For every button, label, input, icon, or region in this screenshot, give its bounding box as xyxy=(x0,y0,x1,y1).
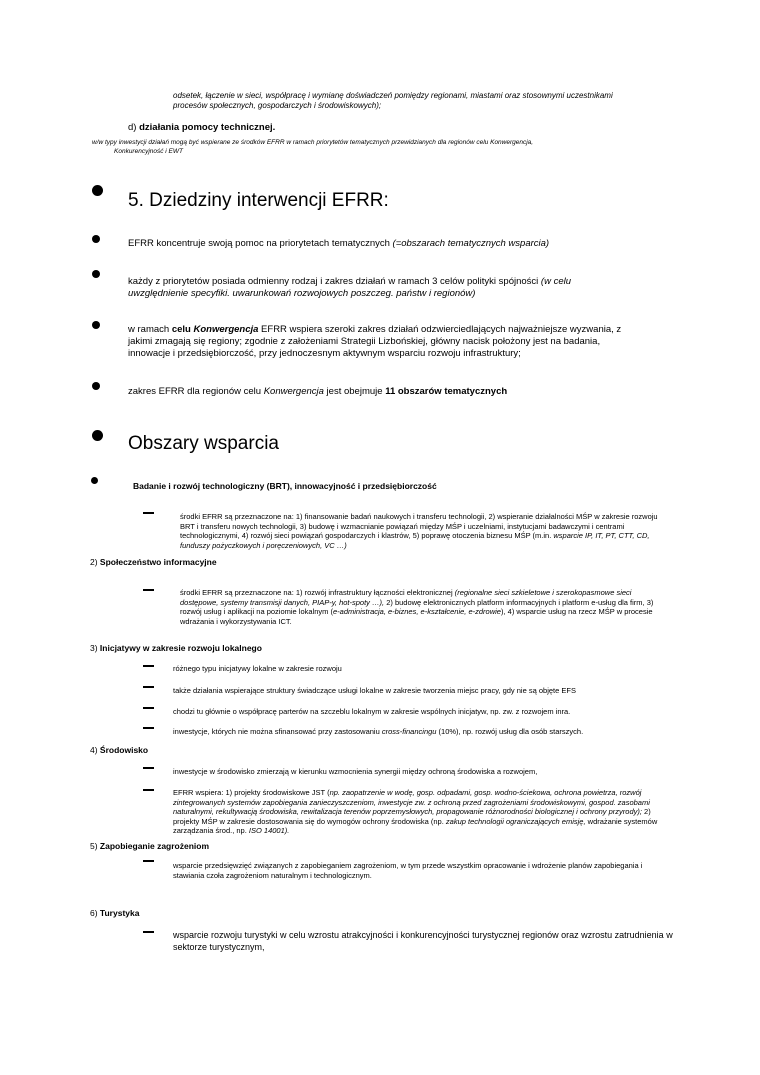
section5-heading: 5. Dziedziny interwencji EFRR: xyxy=(128,190,389,211)
area6-line-1: wsparcie rozwoju turystyki w celu wzrostu atrakcyjności i konkurencyjności turystycznej regionów oraz wzrostu zatrudnienia w xyxy=(173,930,673,940)
area4-title xyxy=(90,745,148,755)
area3-item-1: różnego typu inicjatywy lokalne w zakresie rozwoju xyxy=(173,664,342,673)
b4-pre: zakres EFRR dla regionów celu xyxy=(128,386,264,397)
b4-mid: jest obejmuje xyxy=(323,386,386,397)
b1-text: EFRR koncentruje swoją pomoc na priorytetach tematycznych xyxy=(128,238,393,249)
dash-icon xyxy=(143,686,154,688)
area3-item-4-pre: inwestycje, których nie można sfinansować przy zastosowaniu xyxy=(173,727,382,736)
bullet-icon xyxy=(92,185,103,196)
area2-title-text: Społeczeństwo informacyjne xyxy=(99,557,217,567)
area3-num: 3) xyxy=(90,643,100,653)
area4-line-1-italic: np. zaopatrzenie w wodę, gosp. odpadami, gosp. wodno-ściekowa, ochrona powietrza, rozwój xyxy=(329,788,642,797)
area3-title xyxy=(90,643,262,653)
area5-num: 5) xyxy=(90,841,100,851)
area5-line-2: stawiania czoła zagrożeniom naturalnym i technologicznym. xyxy=(173,870,372,880)
b3-post: EFRR wspiera szeroki zakres działań odzwierciedlających najważniejsze wyzwania, z xyxy=(258,324,622,335)
area6-title xyxy=(90,908,139,918)
obszary-heading: Obszary wsparcia xyxy=(128,433,279,454)
area3-item-4-italic: cross-financingu xyxy=(381,727,437,736)
area4-item-2 xyxy=(173,788,673,836)
area3-item-4 xyxy=(173,727,583,737)
dash-icon xyxy=(143,707,154,709)
area4-num: 4) xyxy=(90,745,100,755)
area5-line-1: wsparcie przedsięwzięć związanych z zapobieganiem zagrożeniom, w tym przede wszystkim opracowanie i wdrożenie planów zapobiegania i xyxy=(173,861,643,870)
area2-line-2: 2) budowę elektronicznych platform informacyjnych i platform e-usług dla firm, 3) xyxy=(384,597,654,607)
area6-title-text: Turystyka xyxy=(99,908,140,918)
bullet-icon xyxy=(92,321,100,329)
bullet-icon xyxy=(91,477,98,484)
bullet-icon xyxy=(92,382,100,390)
area2-line-3-post: ), 4) wsparcie usług na rzecz MŚP w procesie xyxy=(500,607,653,616)
b1-italic: (=obszarach tematycznych wsparcia) xyxy=(392,238,550,249)
bullet-icon xyxy=(92,270,100,278)
area2-line-1-italic: (regionalne sieci szkieletowe i szerokopasmowe sieci xyxy=(454,588,632,597)
continuation-text xyxy=(173,91,733,111)
area5-title xyxy=(90,841,209,851)
area4-line-4-italic: zakup technologii ograniczających emisję, xyxy=(445,816,586,826)
area6-num: 6) xyxy=(90,908,100,918)
area5-title-text: Zapobieganie zagrożeniom xyxy=(99,841,210,851)
dash-icon xyxy=(143,665,154,667)
area4-line-5: zarządzania środ., np. xyxy=(173,826,249,835)
note-line-2: Konkurencyjność i EWT xyxy=(114,147,183,155)
area3-item-4-post: (10%), np. rozwój usług dla osób starszych. xyxy=(436,727,584,736)
area1-line-2: BRT i transferu nowych technologii, 3) budowę i wzmacnianie powiązań między MŚP i uczelniami, instytucjami badawczymi i centrami xyxy=(180,521,625,531)
area1-text xyxy=(180,512,680,550)
area1-title: Badanie i rozwój technologiczny (BRT), innowacyjność i przedsiębiorczość xyxy=(133,481,437,491)
area2-line-1: środki EFRR są przeznaczone na: 1) rozwój infrastruktury łączności elektronicznej xyxy=(180,588,455,597)
area6-text xyxy=(173,930,693,953)
dash-icon xyxy=(143,860,154,862)
item-d-prefix: d) xyxy=(128,122,140,133)
area2-line-2-italic: dostępowe, systemy transmisji danych, PIAP-y, hot-spoty …), xyxy=(180,597,385,607)
area4-line-4-post: wdrażanie systemów xyxy=(585,816,658,826)
b2-italic-1: (w celu xyxy=(540,276,572,287)
b3-line-2: jakimi zmagają się regiony; zgodnie z założeniami Strategii Lizbońskiej, główny nacisk położony jest na badania, xyxy=(128,336,601,347)
dash-icon xyxy=(143,789,154,791)
b3-line-3: innowacje i przedsiębiorczość, przy jednoczesnym aktywnym wsparciu rozwoju infrastruktury; xyxy=(128,348,521,359)
dash-icon xyxy=(143,512,154,514)
area1-line-1: środki EFRR są przeznaczone na: 1) finansowanie badań naukowych i transferu technologii, 2) wspieranie działalności MŚP w zakresie rozwoju xyxy=(180,512,658,521)
section5-bullet-2 xyxy=(128,276,688,300)
section5-bullet-3 xyxy=(128,324,708,360)
area1-line-4: funduszy pożyczkowych i poręczeniowych, VC …) xyxy=(180,540,347,550)
b4-bold: 11 obszarów tematycznych xyxy=(385,386,508,397)
area2-line-3-italic: e-administracja, e-biznes, e-kształcenie, e-zdrowie xyxy=(332,607,501,616)
area5-text xyxy=(173,861,673,880)
bullet-icon xyxy=(92,235,100,243)
area2-line-4: wdrażania i wykorzystywania ICT. xyxy=(180,616,292,626)
continuation-line-2: procesów społecznych, gospodarczych i środowiskowych); xyxy=(173,101,382,110)
item-d xyxy=(128,122,275,134)
area4-line-3-post: 2) xyxy=(641,807,651,816)
area4-line-1: EFRR wspiera: 1) projekty środowiskowe JST ( xyxy=(173,788,330,797)
area1-line-3-italic: wsparcie IP, IT, PT, CTT, CD, xyxy=(553,531,650,540)
area2-num: 2) xyxy=(90,557,100,567)
area3-title-text: Inicjatywy w zakresie rozwoju lokalnego xyxy=(99,643,262,653)
note-text xyxy=(92,139,732,156)
area4-line-4: projekty MŚP w zakresie dostosowania się do wymogów ochrony środowiska (np. xyxy=(173,816,446,826)
continuation-line-1: odsetek, łączenie w sieci, współpracę i wymianę doświadczeń pomiędzy regionami, miastami oraz stosownymi uczestnikami xyxy=(173,91,613,100)
dash-icon xyxy=(143,727,154,729)
b4-italic: Konwergencja xyxy=(263,386,324,397)
section5-bullet-1 xyxy=(128,238,549,250)
b2-text: każdy z priorytetów posiada odmienny rodzaj i zakres działań w ramach 3 celów polityki spójności xyxy=(128,276,541,287)
area4-title-text: Środowisko xyxy=(99,745,149,755)
b3-pre: w ramach xyxy=(128,324,172,335)
area2-text xyxy=(180,588,680,626)
bullet-icon xyxy=(92,430,103,441)
b3-bold-italic: Konwergencja xyxy=(193,324,259,335)
dash-icon xyxy=(143,589,154,591)
area1-line-3: technologicznymi, 4) rozwój sieci powiązań gospodarczych i klastrów, 5) poprawę otoczenia biznesu MŚP (m.in. xyxy=(180,531,554,540)
section5-bullet-4 xyxy=(128,386,507,398)
dash-icon xyxy=(143,767,154,769)
area3-item-2: także działania wspierające struktury świadczące usługi lokalne w zakresie tworzenia miejsc pracy, gdy nie są objęte EFS xyxy=(173,686,576,695)
area4-line-5-italic: ISO 14001). xyxy=(248,826,290,835)
area3-item-3: chodzi tu głównie o współpracę parterów na szczeblu lokalnym w zakresie wspólnych inicjatyw, np. zw. z rozwojem inra. xyxy=(173,707,571,716)
area6-line-2: sektorze turystycznym, xyxy=(173,941,265,952)
area2-title xyxy=(90,557,217,567)
area4-line-3-italic: naturalnymi, rekultywacją środowiska, rewitalizacja terenów poprzemysłowych, propagowanie różnorodności biologicznej i ochrony przyrody); xyxy=(173,807,642,816)
area4-line-2: zintegrowanych systemów zapobiegania zanieczyszczeniom, inwestycje zw. z ochroną przed zagrożeniami środowiskowymi, gospod. zasobami xyxy=(173,797,650,807)
area4-item-1: inwestycje w środowisko zmierzają w kierunku wzmocnienia synergii między ochroną środowiska a rozwojem, xyxy=(173,767,538,776)
b2-italic-2: uwzględnienie specyfiki. uwarunkowań rozwojowych poszczeg. państw i regionów) xyxy=(128,288,476,299)
area2-line-3: rozwój usług i aplikacji na poziomie lokalnym ( xyxy=(180,607,333,616)
dash-icon xyxy=(143,931,154,933)
item-d-text: działania pomocy technicznej. xyxy=(139,122,276,133)
b3-bold: celu xyxy=(171,324,194,335)
note-line-1: w/w typy inwestycji działań mogą być wspierane ze środków EFRR w ramach priorytetów tematycznych przewidzianych dla regionów celu Konwergencja, xyxy=(92,139,534,146)
